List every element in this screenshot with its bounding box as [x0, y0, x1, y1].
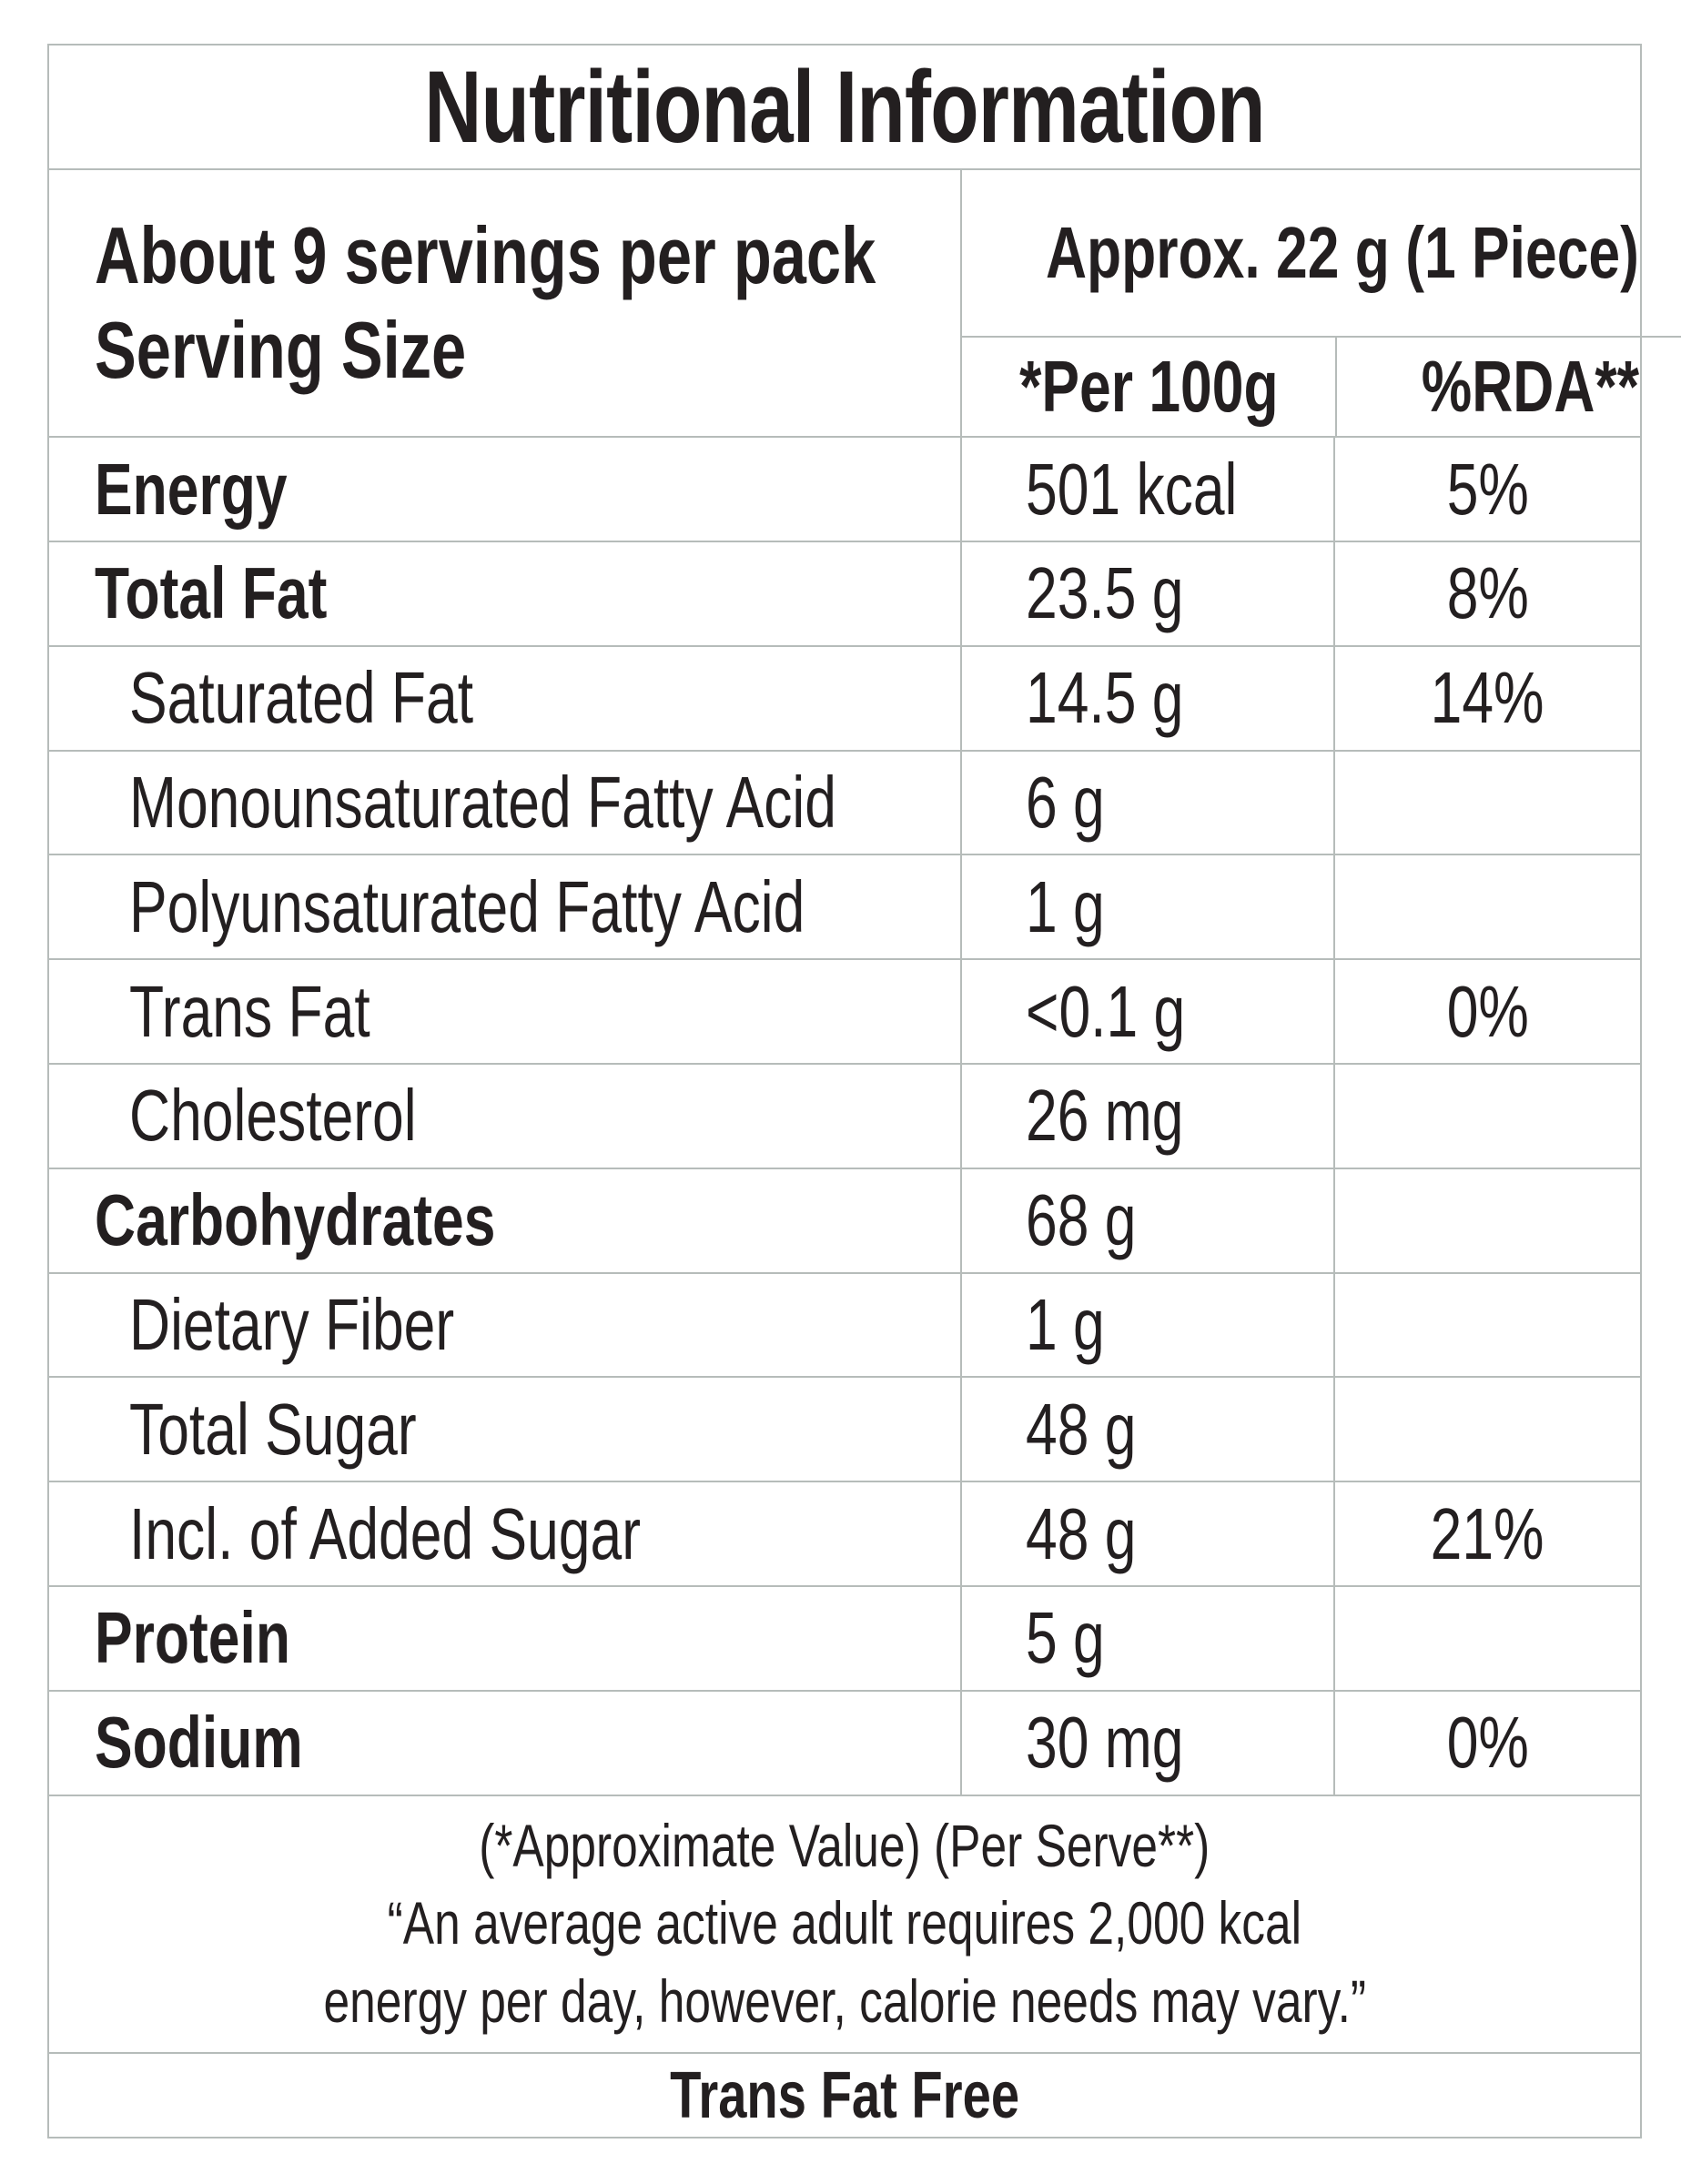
nutrient-rda [1333, 855, 1640, 958]
nutrition-table [47, 44, 1642, 2138]
nutrient-value [960, 1378, 1333, 1481]
nutrient-value-text: 23.5 g [1026, 552, 1184, 634]
nutrient-label [49, 1065, 960, 1168]
footnote-adult-kcal-line1: “An average active adult requires 2,000 kcal [387, 1889, 1302, 1957]
nutrient-value [960, 542, 1333, 645]
nutrient-value [960, 1274, 1333, 1377]
rda-label: %RDA** [1421, 346, 1639, 427]
table-row-polyunsaturated [49, 854, 1640, 958]
table-row-protein [49, 1585, 1640, 1690]
nutrient-label-text: Total Sugar [129, 1388, 417, 1470]
nutrient-value-text: 30 mg [1026, 1702, 1184, 1784]
nutrient-rda [1333, 542, 1640, 645]
nutrient-rda [1333, 1065, 1640, 1168]
nutrient-value [960, 855, 1333, 958]
table-row-energy [49, 436, 1640, 541]
nutrient-value [960, 960, 1333, 1063]
nutrient-label-text: Dietary Fiber [129, 1284, 455, 1366]
footnote-approximate: (*Approximate Value) (Per Serve**) [479, 1811, 1210, 1879]
footnote-adult-kcal-line2: energy per day, however, calorie needs may vary.” [323, 1967, 1366, 2036]
nutrient-value [960, 1692, 1333, 1795]
nutrient-value-text: 6 g [1026, 762, 1105, 844]
serving-size-label: Serving Size [95, 305, 467, 395]
nutrient-value [960, 1587, 1333, 1690]
nutrient-label-text: Carbohydrates [95, 1179, 496, 1261]
nutrient-value-text: 48 g [1026, 1492, 1137, 1574]
nutrient-value [960, 1065, 1333, 1168]
nutrient-rda [1333, 647, 1640, 750]
column-headers [962, 336, 1681, 436]
nutrient-label-text: Incl. of Added Sugar [129, 1492, 642, 1574]
nutrient-rda-text: 0% [1446, 1702, 1529, 1784]
nutrient-value [960, 1482, 1333, 1585]
table-row-carbohydrates [49, 1168, 1640, 1272]
table-row-trans-fat [49, 958, 1640, 1063]
nutrient-rda-text: 0% [1446, 970, 1529, 1052]
nutrient-label-text: Saturated Fat [129, 657, 474, 739]
table-row-dietary-fiber [49, 1272, 1640, 1377]
nutrient-label [49, 855, 960, 958]
nutrient-value-text: 1 g [1026, 865, 1105, 947]
nutrient-label [49, 542, 960, 645]
serving-header-right [960, 170, 1681, 436]
nutrient-value-text: 501 kcal [1026, 448, 1238, 530]
nutrient-rda [1333, 438, 1640, 541]
serving-amount-cell [962, 170, 1681, 336]
title-row [49, 46, 1640, 168]
nutrient-label [49, 960, 960, 1063]
nutrient-label [49, 438, 960, 541]
nutrient-label-text: Polyunsaturated Fatty Acid [129, 865, 805, 947]
nutrient-label [49, 1587, 960, 1690]
table-row-monounsaturated [49, 750, 1640, 854]
nutrient-value-text: 26 mg [1026, 1075, 1184, 1157]
nutrient-rda [1333, 752, 1640, 854]
table-row-total-fat [49, 541, 1640, 645]
servings-per-pack-label: About 9 servings per pack [95, 210, 876, 301]
nutrient-rda [1333, 1378, 1640, 1481]
serving-header-row [49, 168, 1640, 436]
nutrient-label [49, 752, 960, 854]
nutrient-value [960, 1169, 1333, 1272]
nutrient-label [49, 1169, 960, 1272]
nutrient-label [49, 1692, 960, 1795]
nutrient-rda-text: 5% [1446, 448, 1529, 530]
nutrient-label [49, 647, 960, 750]
nutrient-rda [1333, 960, 1640, 1063]
per-100g-label: *Per 100g [1018, 346, 1279, 427]
nutrient-value-text: 48 g [1026, 1388, 1137, 1470]
nutrient-rda [1333, 1482, 1640, 1585]
nutrient-label-text: Sodium [95, 1702, 303, 1784]
nutrient-value-text: 5 g [1026, 1597, 1105, 1679]
table-row-saturated-fat [49, 645, 1640, 750]
nutrient-label-text: Monounsaturated Fatty Acid [129, 762, 836, 844]
nutrient-label-text: Protein [95, 1597, 290, 1679]
nutrient-rda [1333, 1692, 1640, 1795]
nutrient-rda-text: 8% [1446, 552, 1529, 634]
nutrient-value-text: 14.5 g [1026, 657, 1184, 739]
per-100g-header [962, 338, 1335, 436]
nutrient-value [960, 647, 1333, 750]
nutrient-label-text: Energy [95, 448, 288, 530]
nutrient-value-text: 1 g [1026, 1284, 1105, 1366]
nutrient-rda [1333, 1587, 1640, 1690]
nutrient-value-text: 68 g [1026, 1179, 1137, 1261]
nutrient-label-text: Trans Fat [129, 970, 370, 1052]
table-row-total-sugar [49, 1376, 1640, 1481]
nutrient-rda-text: 21% [1431, 1492, 1544, 1574]
serving-info-cell [49, 170, 960, 436]
nutrient-rda-text: 14% [1431, 657, 1544, 739]
nutrient-rda [1333, 1169, 1640, 1272]
nutrient-value [960, 438, 1333, 541]
nutrient-label [49, 1274, 960, 1377]
page-title: Nutritional Information [424, 49, 1265, 164]
table-row-added-sugar [49, 1481, 1640, 1585]
table-row-sodium [49, 1690, 1640, 1795]
nutrient-value-text: <0.1 g [1026, 970, 1186, 1052]
nutrient-label-text: Cholesterol [129, 1075, 417, 1157]
nutrient-value [960, 752, 1333, 854]
nutrient-label-text: Total Fat [95, 552, 328, 634]
nutrient-label [49, 1482, 960, 1585]
rda-header [1335, 338, 1681, 436]
trans-fat-free-row [49, 2052, 1640, 2137]
footnote-row [49, 1795, 1640, 2053]
trans-fat-free-label: Trans Fat Free [670, 2058, 1019, 2132]
nutrient-rda [1333, 1274, 1640, 1377]
serving-amount-label: Approx. 22 g (1 Piece) [1045, 211, 1639, 293]
nutrient-label [49, 1378, 960, 1481]
table-row-cholesterol [49, 1063, 1640, 1168]
